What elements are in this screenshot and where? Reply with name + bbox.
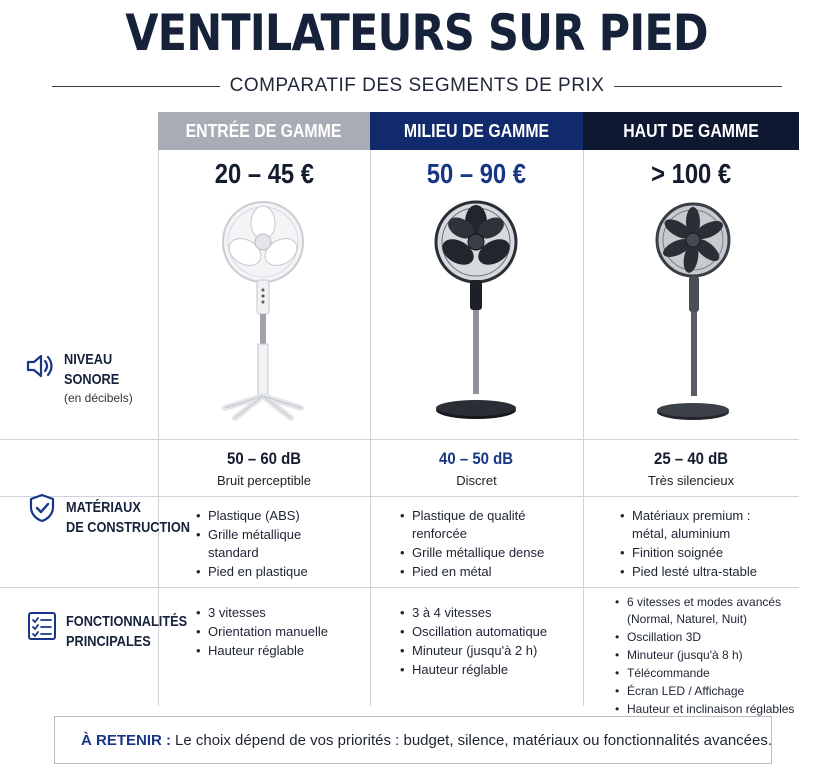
column-header-entry: ENTRÉE DE GAMME bbox=[158, 112, 370, 150]
list-item: • Pied en plastique bbox=[196, 563, 366, 581]
divider bbox=[614, 86, 782, 87]
column-header-mid: MILIEU DE GAMME bbox=[370, 112, 583, 150]
list-item: • Oscillation automatique bbox=[400, 623, 580, 641]
shield-check-icon bbox=[26, 492, 58, 524]
list-item: • Télécommande bbox=[615, 665, 799, 682]
noise-mid: 40 – 50 dB Discret bbox=[439, 449, 514, 488]
fan-image-entry bbox=[205, 198, 325, 432]
row-label-features: FONCTIONNALITÉS PRINCIPALES bbox=[26, 610, 209, 652]
grid-line bbox=[370, 150, 371, 706]
row-label-noise: NIVEAU SONORE (en décibels) bbox=[24, 350, 133, 406]
materials-list-mid bbox=[400, 507, 580, 582]
features-list-high bbox=[615, 594, 799, 719]
price-entry: 20 – 45 € bbox=[214, 158, 314, 189]
page-subtitle: COMPARATIF DES SEGMENTS DE PRIX bbox=[229, 75, 605, 96]
takeaway-box bbox=[54, 716, 772, 764]
list-item: • Écran LED / Affichage bbox=[615, 683, 799, 700]
column-header-high: HAUT DE GAMME bbox=[583, 112, 799, 150]
row-label-materials: MATÉRIAUX DE CONSTRUCTION bbox=[26, 492, 212, 538]
materials-list-high bbox=[620, 507, 798, 582]
list-item: • Minuteur (jusqu'à 2 h) bbox=[400, 642, 580, 660]
subtitle-row bbox=[52, 74, 782, 98]
list-item: • Pied lesté ultra-stable bbox=[620, 563, 798, 581]
grid-line bbox=[583, 150, 584, 706]
list-item: • Hauteur réglable bbox=[196, 642, 366, 660]
row-divider bbox=[0, 439, 799, 440]
list-item: • Plastique (ABS) bbox=[196, 507, 366, 525]
noise-high: 25 – 40 dB Très silencieux bbox=[647, 449, 735, 488]
takeaway-text: Le choix dépend de vos priorités : budget, silence, matériaux ou fonctionnalités avancées. bbox=[175, 731, 773, 749]
row-divider bbox=[0, 587, 799, 588]
fan-image-mid bbox=[418, 198, 538, 432]
list-item: • Pied en métal bbox=[400, 563, 580, 581]
divider bbox=[52, 86, 220, 87]
list-item: • 3 à 4 vitesses bbox=[400, 604, 580, 622]
materials-list-entry bbox=[196, 507, 366, 582]
list-item: • Finition soignée bbox=[620, 544, 798, 562]
row-label-sub: (en décibels) bbox=[64, 391, 133, 405]
list-item: • Hauteur réglable bbox=[400, 661, 580, 679]
speaker-icon bbox=[24, 350, 56, 382]
checklist-icon bbox=[26, 610, 58, 642]
list-item: • Grille métallique dense bbox=[400, 544, 580, 562]
list-item: • Orientation manuelle bbox=[196, 623, 366, 641]
list-item: • Minuteur (jusqu'à 8 h) bbox=[615, 647, 799, 664]
list-item: • Grille métallique standard bbox=[196, 526, 306, 562]
page-title: VENTILATEURS SUR PIED bbox=[125, 4, 708, 62]
list-item: • Plastique de qualité renforcée bbox=[400, 507, 540, 543]
features-list-entry bbox=[196, 604, 366, 661]
list-item: • 6 vitesses et modes avancés (Normal, Naturel, Nuit) bbox=[615, 594, 799, 628]
noise-entry: 50 – 60 dB Bruit perceptible bbox=[217, 449, 311, 488]
takeaway-label: À RETENIR : bbox=[81, 731, 171, 749]
list-item: • Hauteur et inclinaison réglables bbox=[615, 701, 799, 718]
fan-image-high bbox=[633, 198, 753, 432]
price-mid: 50 – 90 € bbox=[426, 158, 527, 189]
features-list-mid bbox=[400, 604, 580, 680]
price-high: > 100 € bbox=[650, 158, 732, 189]
list-item: • Oscillation 3D bbox=[615, 629, 799, 646]
list-item: • 3 vitesses bbox=[196, 604, 366, 622]
list-item: • Matériaux premium : métal, aluminium bbox=[620, 507, 765, 543]
